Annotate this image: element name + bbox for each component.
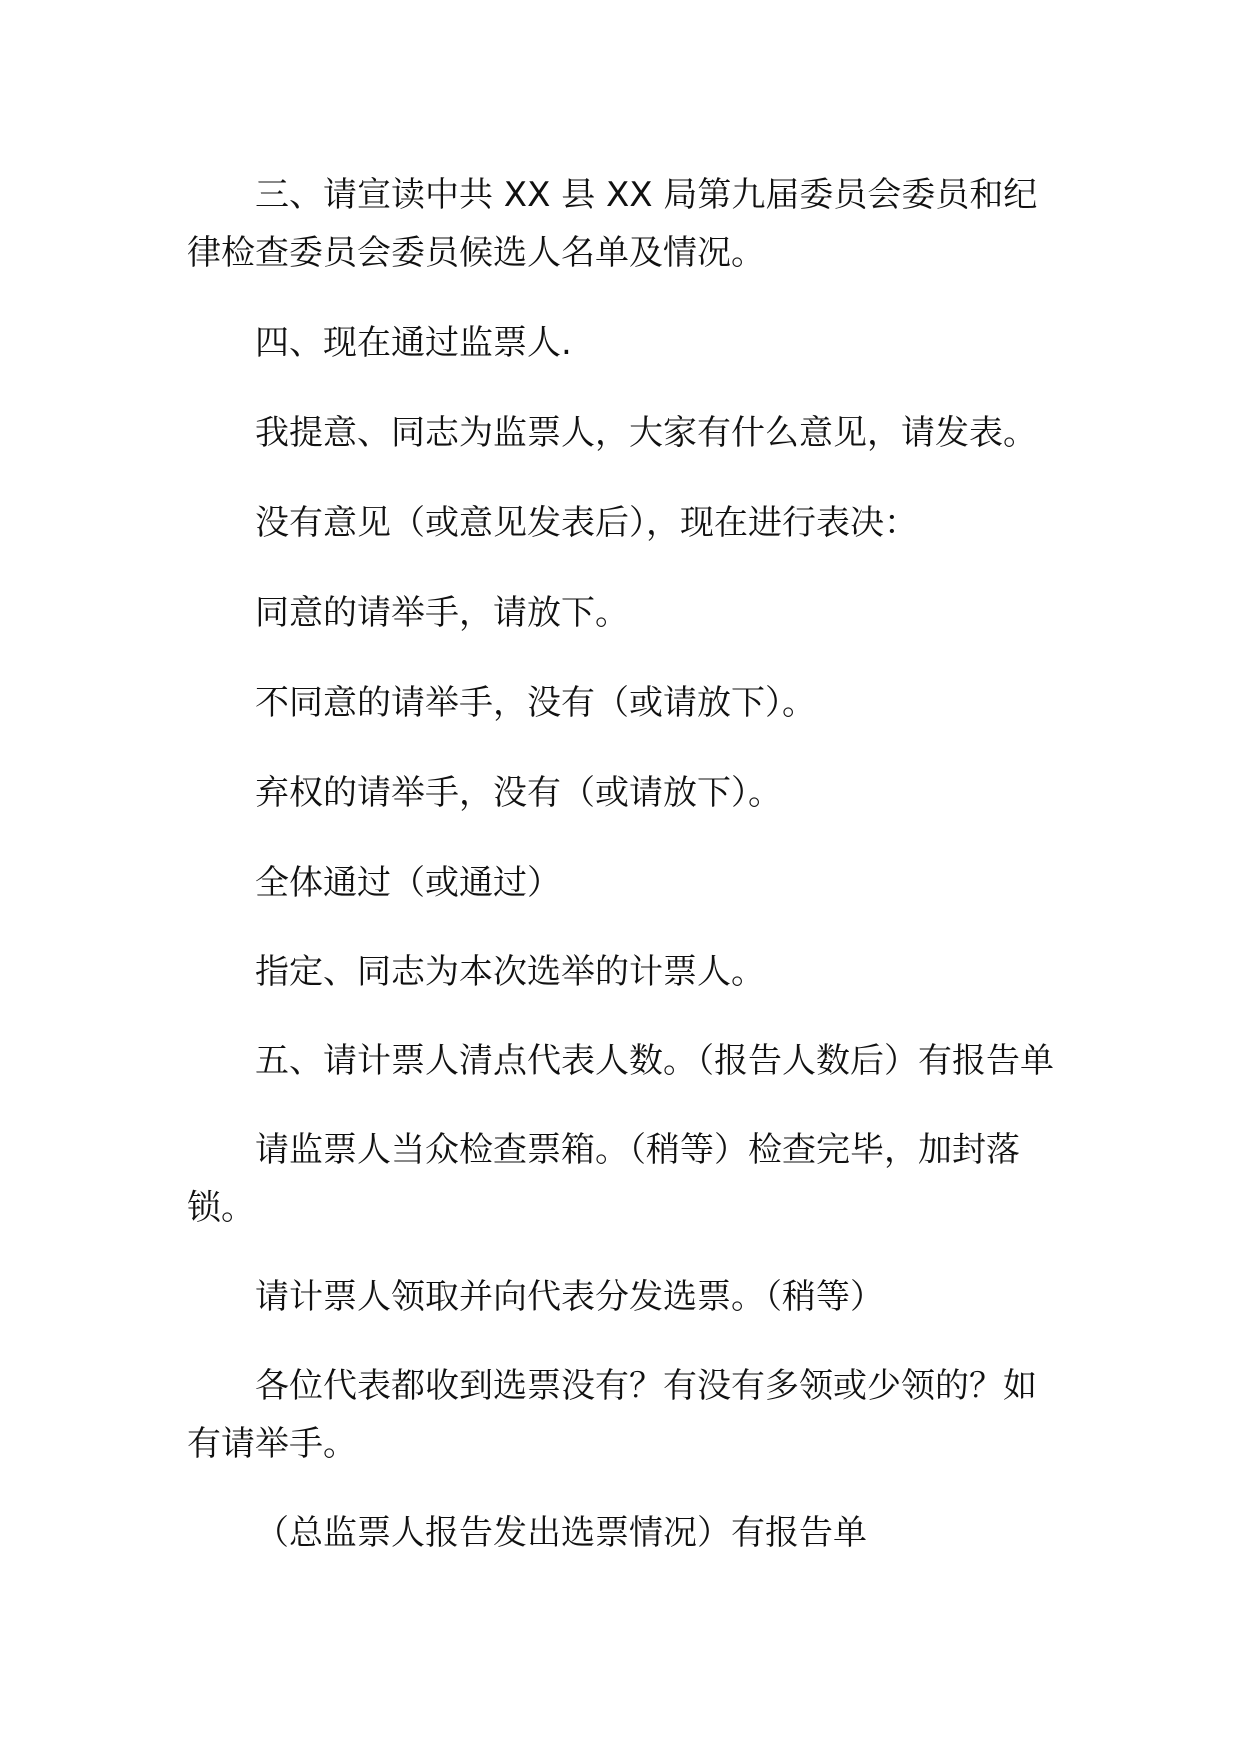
paragraph-passed: 全体通过（或通过）	[255, 863, 561, 903]
paragraph-vote-intro: 没有意见（或意见发表后），现在进行表决：	[255, 503, 918, 543]
paragraph-item-5: 五、请计票人清点代表人数。（报告人数后）有报告单	[255, 1041, 1054, 1081]
paragraph-abstain: 弃权的请举手，没有（或请放下）。	[255, 773, 782, 813]
document-body	[187, 166, 1057, 1562]
paragraph-disagree: 不同意的请举手，没有（或请放下）。	[255, 683, 816, 723]
paragraph-distribute-ballots: 请计票人领取并向代表分发选票。（稍等）	[255, 1277, 884, 1317]
paragraph-ballots-received: 各位代表都收到选票没有？有没有多领或少领的？如有请举手。	[187, 1366, 1037, 1464]
paragraph-nominate-monitors: 我提意、同志为监票人，大家有什么意见，请发表。	[255, 413, 1037, 453]
paragraph-agree: 同意的请举手，请放下。	[255, 593, 629, 633]
paragraph-item-3: 三、请宣读中共 XX 县 XX 局第九届委员会委员和纪律检查委员会委员候选人名单及情况。	[187, 175, 1038, 273]
paragraph-chief-monitor-report: （总监票人报告发出选票情况）有报告单	[255, 1513, 867, 1553]
paragraph-item-4: 四、现在通过监票人.	[255, 323, 572, 363]
paragraph-counters: 指定、同志为本次选举的计票人。	[255, 952, 765, 992]
paragraph-check-ballot-box: 请监票人当众检查票箱。（稍等）检查完毕，加封落锁。	[187, 1130, 1020, 1228]
